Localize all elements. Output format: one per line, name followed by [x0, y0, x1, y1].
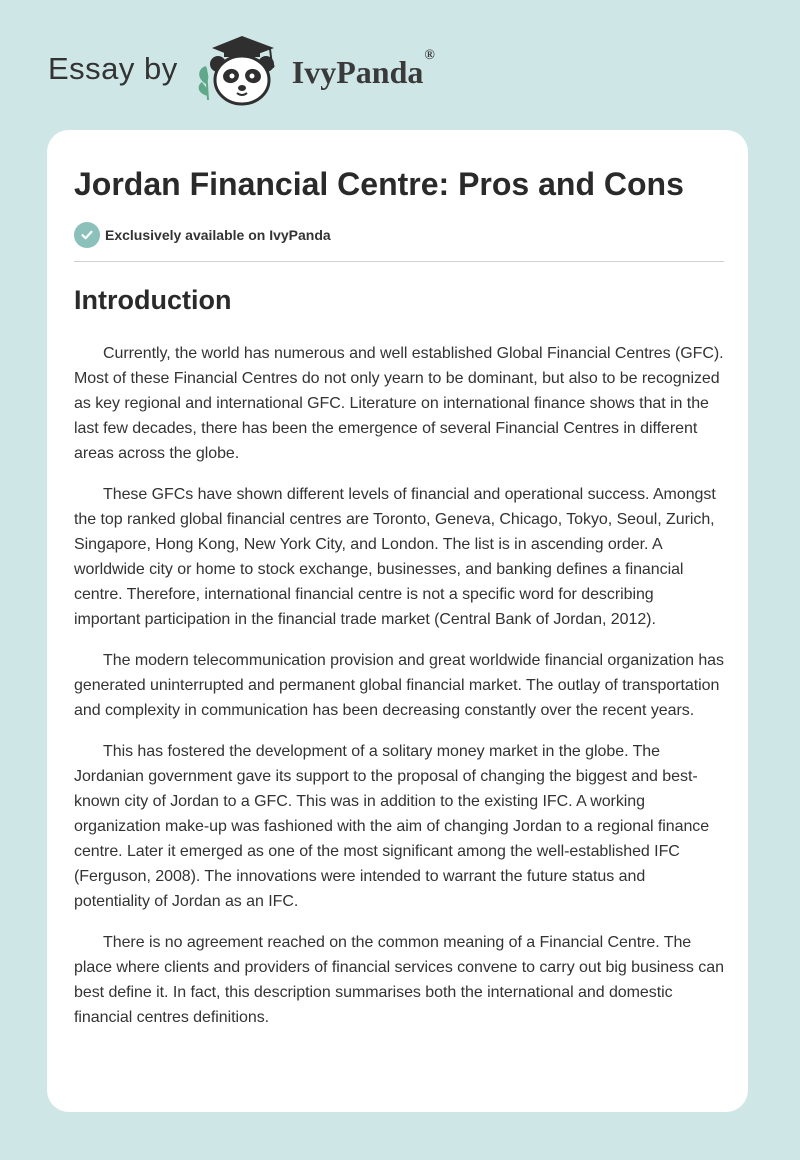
- paragraph: This has fostered the development of a solitary money market in the globe. The Jordanian government gave its support to the proposal of changing the biggest and best-known city of Jordan to a GFC. This was in addition to the existing IFC. A working organization make-up was fashioned with the aim of changing Jordan to a regional finance centre. Later it emerged as one of the most significant among the well-established IFC (Ferguson, 2008). The innovations were intended to warrant the future status and potentiality of Jordan as an IFC.: [74, 743, 710, 910]
- paragraph: There is no agreement reached on the common meaning of a Financial Centre. The place where clients and providers of financial services convene to carry out big business can best define it. In fact, this description summarises both the international and domestic financial centres definitions.: [74, 934, 724, 1026]
- brand-name-text: IvyPanda: [291, 53, 424, 90]
- brand-name: [291, 47, 435, 91]
- brand-prefix: Essay by: [48, 51, 178, 86]
- exclusive-label: Exclusively available on IvyPanda: [105, 227, 331, 243]
- check-icon: [74, 222, 100, 248]
- essay-body: [74, 341, 724, 1046]
- paragraph: The modern telecommunication provision and great worldwide financial organization has generated uninterrupted and permanent global financial market. The outlay of transportation and complexity in communication has been decreasing constantly over the recent years.: [74, 652, 724, 719]
- registered-mark: ®: [424, 47, 435, 63]
- section-heading: Introduction: [74, 285, 232, 315]
- panda-graduate-icon: [194, 34, 286, 108]
- paragraph: Currently, the world has numerous and well established Global Financial Centres (GFC). Most of these Financial Centres do not only yearn to be dominant, but also to be recognized as key regional and international GFC. Literature on international finance shows that in the last few decades, there has been the emergence of several Financial Centres in different areas across the globe.: [74, 345, 724, 462]
- title-divider: [74, 261, 724, 262]
- essay-title: Jordan Financial Centre: Pros and Cons: [74, 166, 684, 202]
- exclusive-badge: [74, 222, 331, 248]
- paragraph: These GFCs have shown different levels of financial and operational success. Amongst the top ranked global financial centres are Toronto, Geneva, Chicago, Tokyo, Seoul, Zurich, Singapore, Hong Kong, New York City, and London. The list is in ascending order. A worldwide city or home to stock exchange, businesses, and banking defines a financial centre. Therefore, international financial centre is not a specific word for describing important participation in the financial trade market (Central Bank of Jordan, 2012).: [74, 486, 716, 628]
- site-header-brand[interactable]: [48, 34, 435, 108]
- essay-card: [47, 130, 748, 1112]
